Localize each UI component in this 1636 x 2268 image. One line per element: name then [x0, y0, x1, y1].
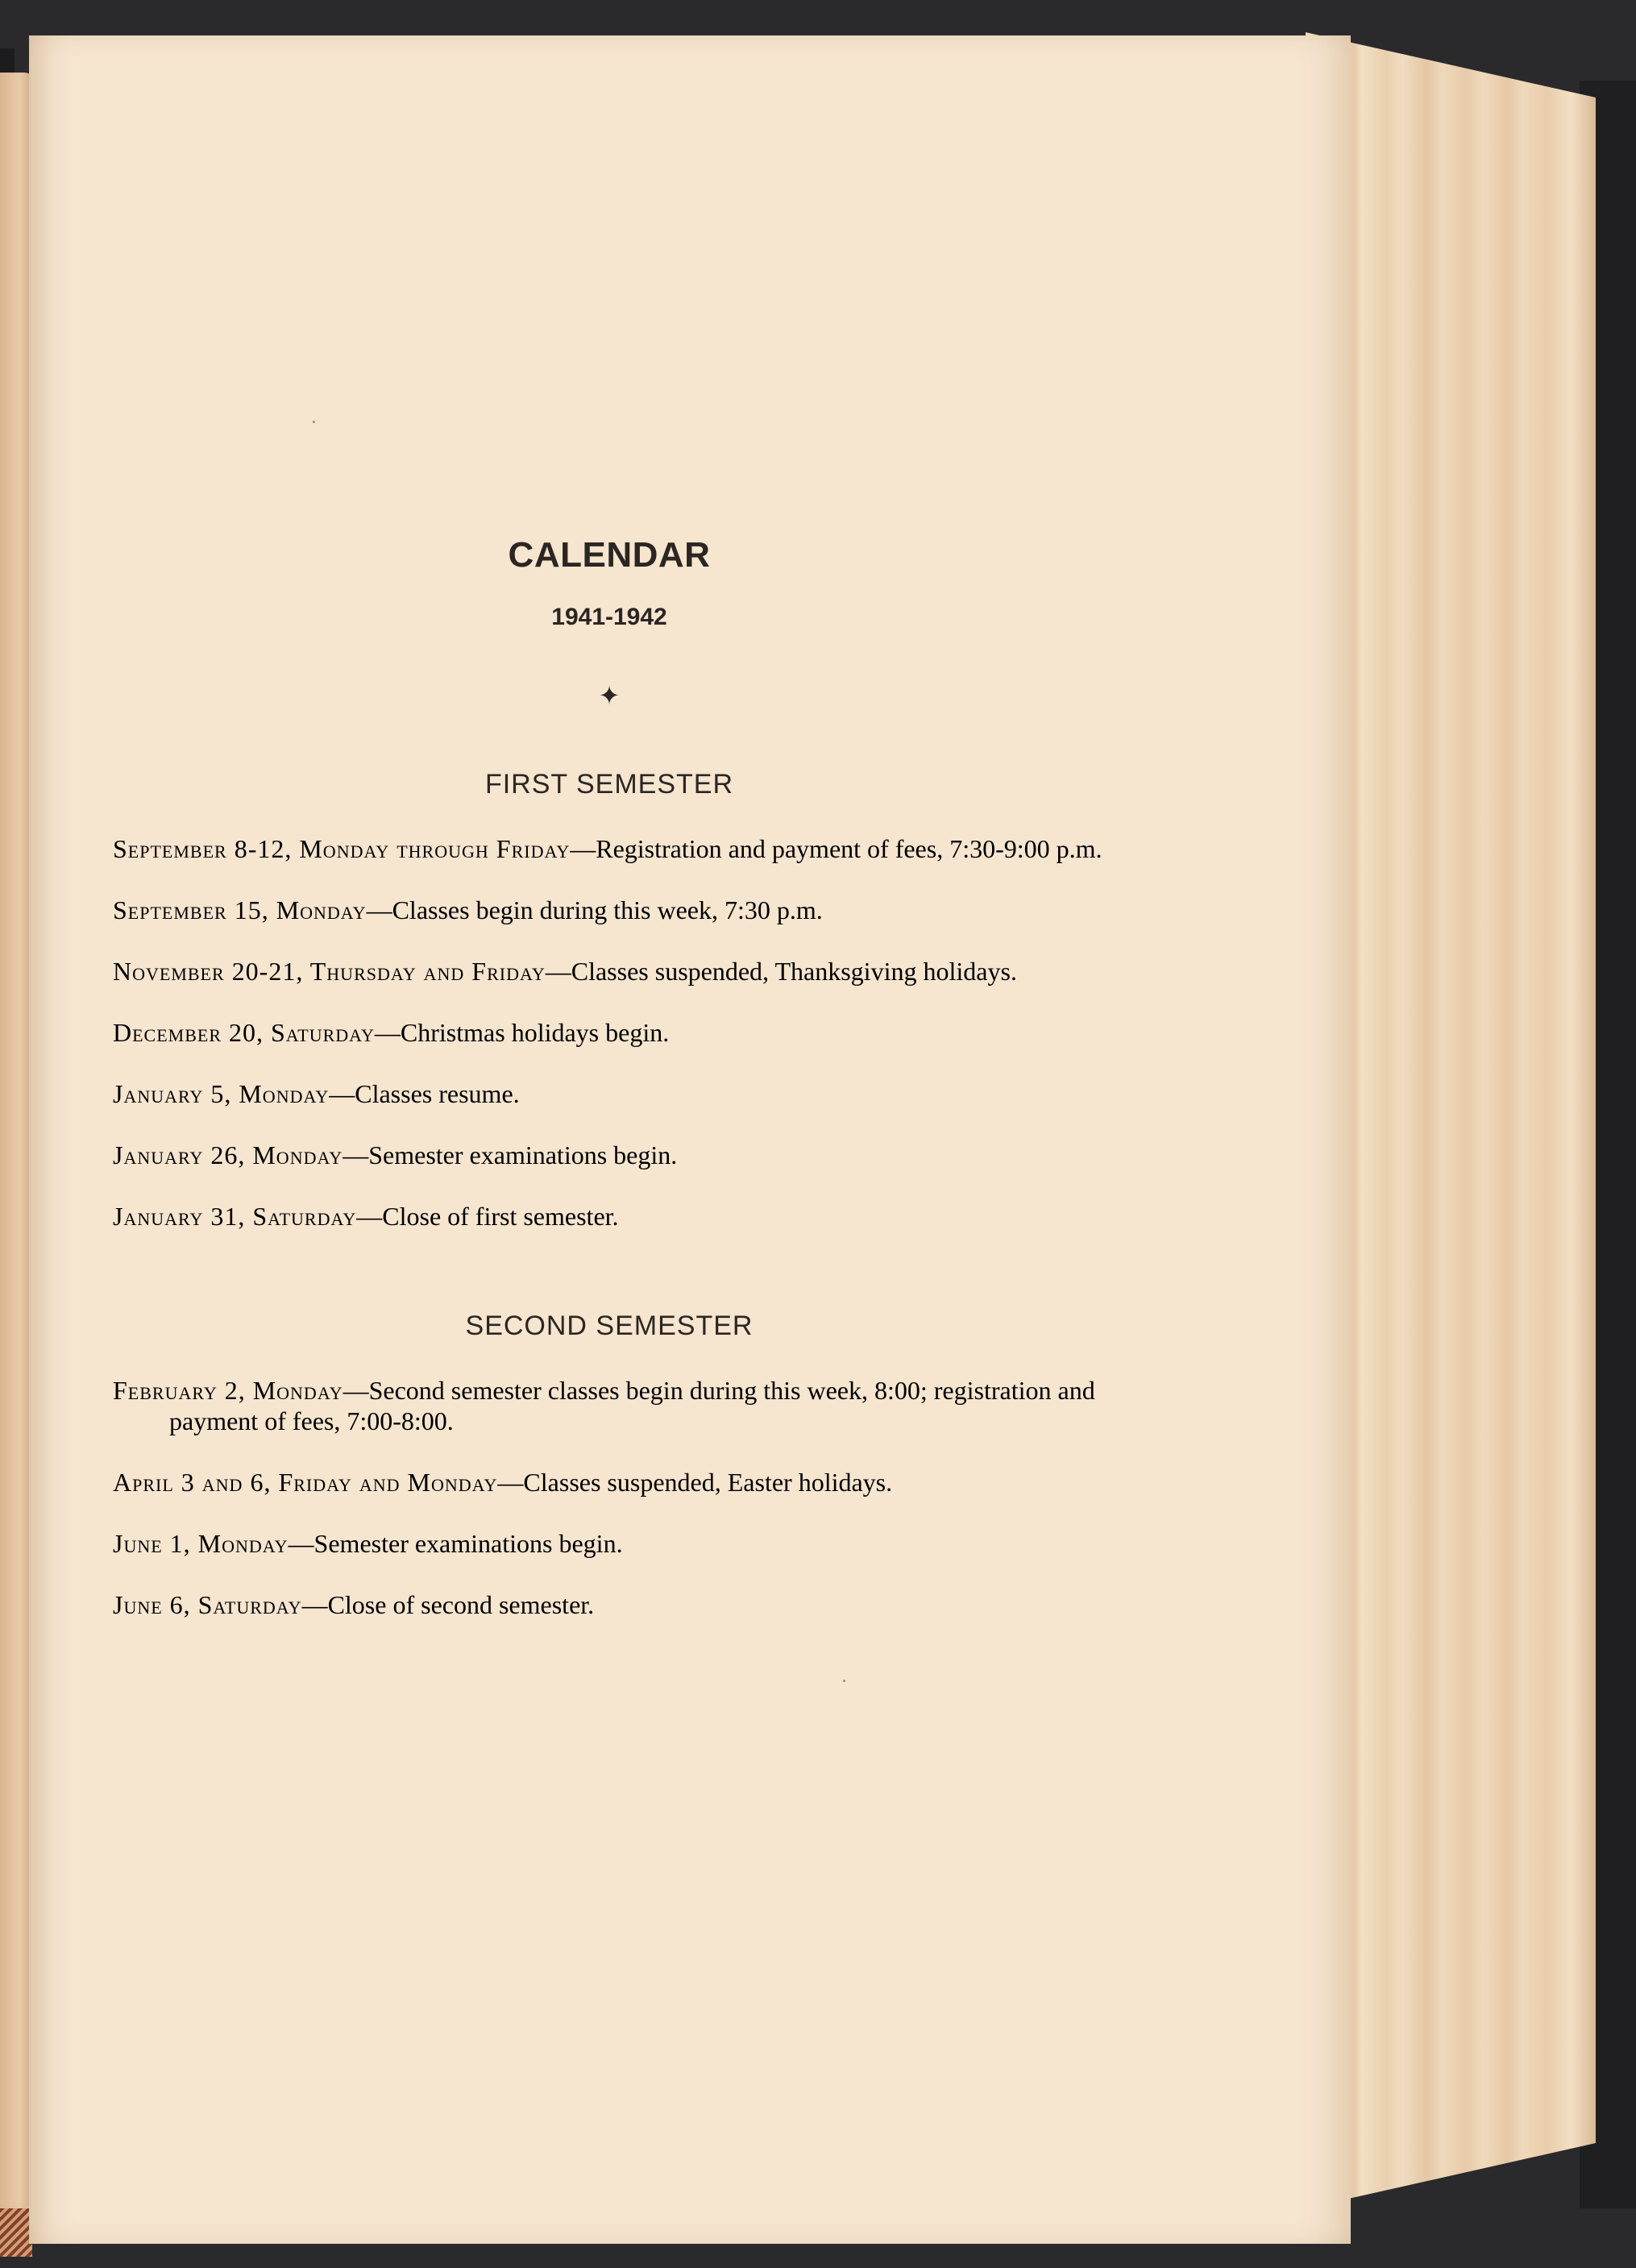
calendar-entry [113, 956, 1128, 987]
entry-text: Classes begin during this week, 7:30 p.m. [392, 895, 823, 924]
section-heading-first-semester: FIRST SEMESTER [484, 769, 734, 800]
first-semester-entries [113, 833, 1128, 1232]
calendar-entry [113, 1201, 1128, 1232]
entry-separator: — [329, 1079, 355, 1108]
entry-text: Registration and payment of fees, 7:30-9:00 p.m. [596, 834, 1102, 863]
entry-date: December 20, Saturday [113, 1018, 375, 1047]
academic-years: 1941-1942 [551, 604, 667, 630]
calendar-entry [113, 895, 1128, 925]
entry-text: Classes resume. [355, 1079, 520, 1108]
entry-date: January 31, Saturday [113, 1202, 357, 1231]
entry-text: Classes suspended, Easter holidays. [523, 1468, 893, 1497]
calendar-entry [113, 833, 1128, 864]
entry-separator: — [301, 1590, 328, 1619]
entry-date: June 1, Monday [113, 1529, 289, 1558]
entry-date: September 15, Monday [113, 895, 367, 924]
entry-text: Close of second semester. [327, 1590, 595, 1619]
entry-text: Christmas holidays begin. [400, 1018, 670, 1047]
entry-separator: — [570, 834, 596, 863]
entry-separator: — [497, 1468, 524, 1497]
entry-date: April 3 and 6, Friday and Monday [113, 1468, 498, 1497]
entry-date: November 20-21, Thursday and Friday [113, 957, 546, 986]
calendar-entry [113, 1528, 1128, 1559]
entry-separator: — [288, 1529, 314, 1558]
entry-date: June 6, Saturday [113, 1590, 302, 1619]
calendar-entry [113, 1589, 1128, 1620]
second-semester-entries [113, 1375, 1128, 1620]
page-edge-marbling [0, 2208, 32, 2257]
entry-text: Classes suspended, Thanksgiving holidays. [571, 957, 1017, 986]
entry-text: Semester examinations begin. [368, 1140, 678, 1169]
entry-date: January 26, Monday [113, 1140, 343, 1169]
entry-date: September 8-12, Monday through Friday [113, 834, 571, 863]
entry-separator: — [545, 957, 571, 986]
entry-separator: — [374, 1018, 401, 1047]
calendar-entry [113, 1078, 1128, 1109]
entry-text: Semester examinations begin. [313, 1529, 623, 1558]
entry-date: January 5, Monday [113, 1079, 330, 1108]
entry-separator: — [356, 1202, 383, 1231]
entry-date: February 2, Monday [113, 1376, 343, 1405]
calendar-entry [113, 1017, 1128, 1048]
section-heading-second-semester: SECOND SEMESTER [465, 1311, 754, 1341]
paper-speck [843, 1680, 845, 1682]
calendar-entry [113, 1140, 1128, 1170]
calendar-entry [113, 1375, 1128, 1436]
ornament-icon: ✦ [598, 681, 621, 710]
calendar-entry [113, 1467, 1128, 1497]
entry-separator: — [343, 1376, 369, 1405]
entry-text: Second semester classes begin during this week, 8:00; registration and payment of fees, 7:00-8:00. [169, 1376, 1095, 1435]
entry-separator: — [366, 895, 392, 924]
entry-separator: — [343, 1140, 369, 1169]
page-title: CALENDAR [508, 535, 711, 575]
book-page [29, 35, 1351, 2244]
entry-text: Close of first semester. [382, 1202, 619, 1231]
paper-speck [313, 421, 315, 423]
